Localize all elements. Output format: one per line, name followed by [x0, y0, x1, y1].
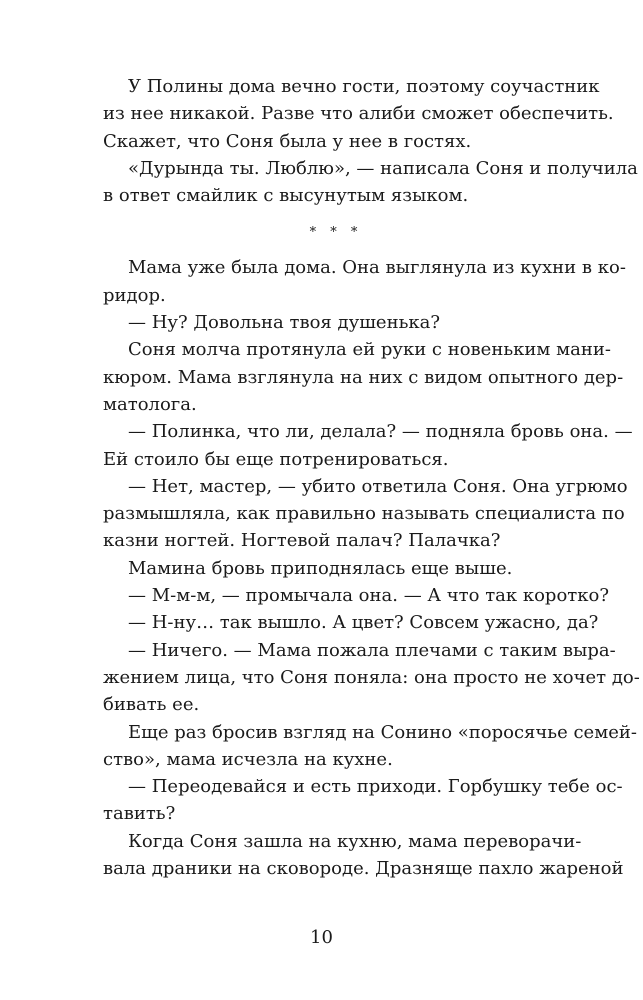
text-line: матолога. — [103, 393, 197, 415]
text-line: — Ничего. — Мама пожала плечами с таким выра- — [128, 639, 616, 661]
text-line: Еще раз бросив взгляд на Сонино «поросячье семей- — [128, 721, 637, 743]
text-line: вала драники на сковороде. Дразняще пахло жареной — [103, 858, 624, 880]
text-line: казни ногтей. Ногтевой палач? Палачка? — [103, 530, 501, 552]
text-line: Ей стоило бы еще потренироваться. — [103, 448, 449, 470]
text-line: тавить? — [103, 803, 176, 825]
text-line: кюром. Мама взглянула на них с видом опытного дер- — [103, 366, 624, 388]
text-line: размышляла, как правильно называть специалиста по — [103, 503, 625, 525]
section-after-break — [103, 254, 640, 882]
page-text-block — [103, 73, 640, 882]
text-line: Мама уже была дома. Она выглянула из кухни в ко- — [128, 257, 626, 279]
text-line: ство», мама исчезла на кухне. — [103, 748, 393, 770]
text-line: У Полины дома вечно гости, поэтому соучастник — [128, 76, 600, 97]
text-line: ридор. — [103, 284, 166, 306]
text-line: Мамина бровь приподнялась еще выше. — [128, 557, 513, 579]
text-line: — Нет, мастер, — убито ответила Соня. Она угрюмо — [128, 475, 628, 497]
text-line: — Переодевайся и есть приходи. Горбушку тебе ос- — [128, 776, 623, 798]
text-line: — Полинка, что ли, делала? — подняла бровь она. — — [128, 421, 633, 443]
text-line: бивать ее. — [103, 694, 200, 716]
text-line: жением лица, что Соня поняла: она просто не хочет до- — [103, 666, 640, 688]
text-line: из нее никакой. Разве что алиби сможет обеспечить. — [103, 103, 614, 125]
text-line: «Дурында ты. Люблю», — написала Соня и получила — [128, 157, 638, 179]
text-line: Когда Соня зашла на кухню, мама переворачи- — [128, 830, 582, 852]
text-line: — Н-ну… так вышло. А цвет? Совсем ужасно, да? — [128, 612, 599, 634]
text-line: — М-м-м, — промычала она. — А что так коротко? — [128, 585, 609, 607]
page-number: 10 — [310, 927, 333, 948]
text-line: Скажет, что Соня была у нее в гостях. — [103, 130, 472, 152]
scene-break — [103, 209, 569, 254]
text-line: Соня молча протянула ей руки с новеньким мани- — [128, 339, 611, 361]
text-line: — Ну? Довольна твоя душенька? — [128, 312, 441, 334]
text-line: в ответ смайлик с высунутым языком. — [103, 185, 469, 207]
section-before-break — [103, 73, 638, 209]
scene-break-asterisks: * * * — [309, 225, 363, 241]
